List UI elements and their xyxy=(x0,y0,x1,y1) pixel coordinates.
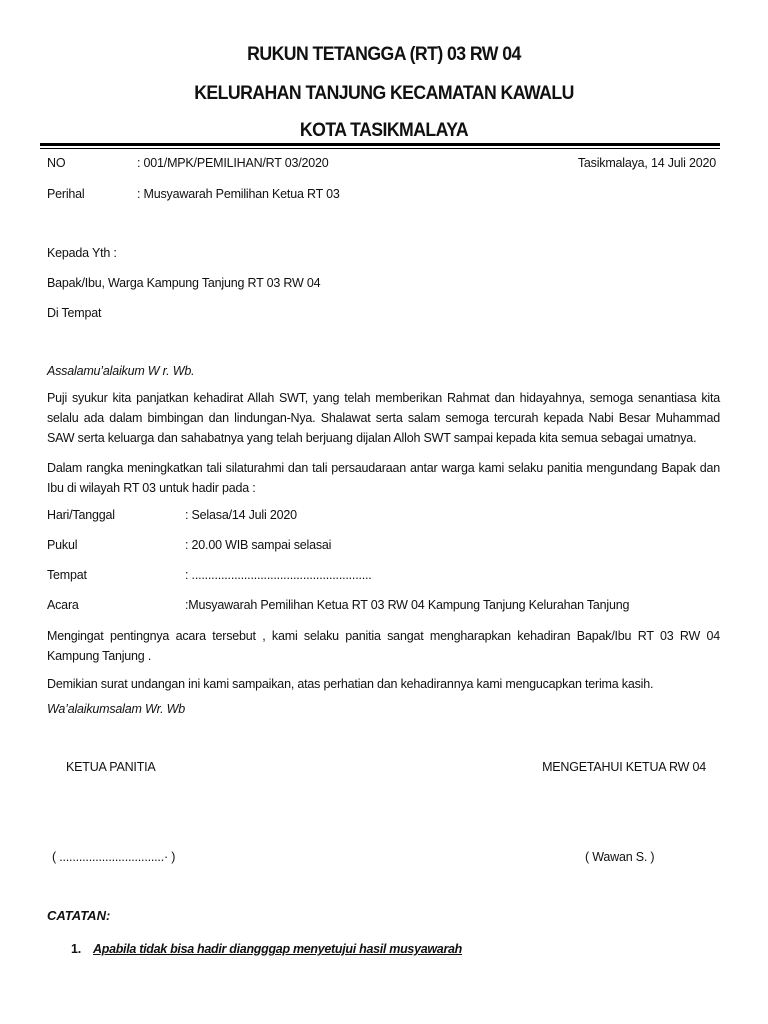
importance-paragraph: Mengingat pentingnya acara tersebut , kami selaku panitia sangat mengharapkan kehadiran Bapak/Ibu RT 03 RW 04 Kampung Tanjung . xyxy=(47,629,720,663)
letterhead-rule-thin xyxy=(40,148,720,149)
detail-label-date: Hari/Tanggal xyxy=(47,508,115,522)
left-signature-title: KETUA PANITIA xyxy=(66,760,156,774)
recipient-line-2: Bapak/Ibu, Warga Kampung Tanjung RT 03 RW 04 xyxy=(47,276,321,290)
detail-label-time: Pukul xyxy=(47,538,78,552)
detail-value-event: :Musyawarah Pemilihan Ketua RT 03 RW 04 Kampung Tanjung Kelurahan Tanjung xyxy=(185,598,630,612)
thanks-paragraph: Demikian surat undangan ini kami sampaikan, atas perhatian dan kehadirannya kami mengucapkan terima kasih. xyxy=(47,677,654,691)
opening-paragraph: Puji syukur kita panjatkan kehadirat Allah SWT, yang telah memberikan Rahmat dan hidayahnya, semoga senantiasa kita selalu ada dalam bimbingan dan lindungan-Nya. Shalawat serta salam semoga tercurah kepada Nabi Besar Muhammad SAW serta keluarga dan sahabatnya yang telah berjuang dijalan Alloh SWT sampai kepada kita semua sebagai umatnya. xyxy=(47,391,720,445)
detail-label-event: Acara xyxy=(47,598,79,612)
no-value: : 001/MPK/PEMILIHAN/RT 03/2020 xyxy=(137,156,329,170)
no-label: NO xyxy=(47,156,66,170)
letterhead-rule-thick xyxy=(40,143,720,146)
letterhead-line-1: RUKUN TETANGGA (RT) 03 RW 04 xyxy=(247,44,521,65)
detail-label-place: Tempat xyxy=(47,568,87,582)
note-number: 1. xyxy=(71,942,82,956)
detail-value-date: : Selasa/14 Juli 2020 xyxy=(185,508,297,522)
left-signature-name: ( ................................· ) xyxy=(52,850,176,864)
right-signature-name: ( Wawan S. ) xyxy=(585,850,655,864)
note-text: Apabila tidak bisa hadir diangggap menyetujui hasil musyawarah xyxy=(93,942,462,956)
perihal-value: : Musyawarah Pemilihan Ketua RT 03 xyxy=(137,187,340,201)
detail-value-place: : ....................................................... xyxy=(185,568,372,582)
closing-greeting: Wa’alaikumsalam Wr. Wb xyxy=(47,702,185,716)
invitation-paragraph: Dalam rangka meningkatkan tali silaturahmi dan tali persaudaraan antar warga kami selaku panitia mengundang Bapak dan Ibu di wilayah RT 03 untuk hadir pada : xyxy=(47,461,720,495)
notes-title: CATATAN: xyxy=(47,908,111,923)
recipient-line-1: Kepada Yth : xyxy=(47,246,117,260)
greeting: Assalamu’alaikum W r. Wb. xyxy=(47,364,195,378)
right-signature-title: MENGETAHUI KETUA RW 04 xyxy=(542,760,706,774)
recipient-line-3: Di Tempat xyxy=(47,306,102,320)
letterhead-line-2: KELURAHAN TANJUNG KECAMATAN KAWALU xyxy=(194,83,574,104)
perihal-label: Perihal xyxy=(47,187,85,201)
letterhead-line-3: KOTA TASIKMALAYA xyxy=(299,120,469,141)
place-date: Tasikmalaya, 14 Juli 2020 xyxy=(577,156,716,170)
detail-value-time: : 20.00 WIB sampai selasai xyxy=(185,538,332,552)
